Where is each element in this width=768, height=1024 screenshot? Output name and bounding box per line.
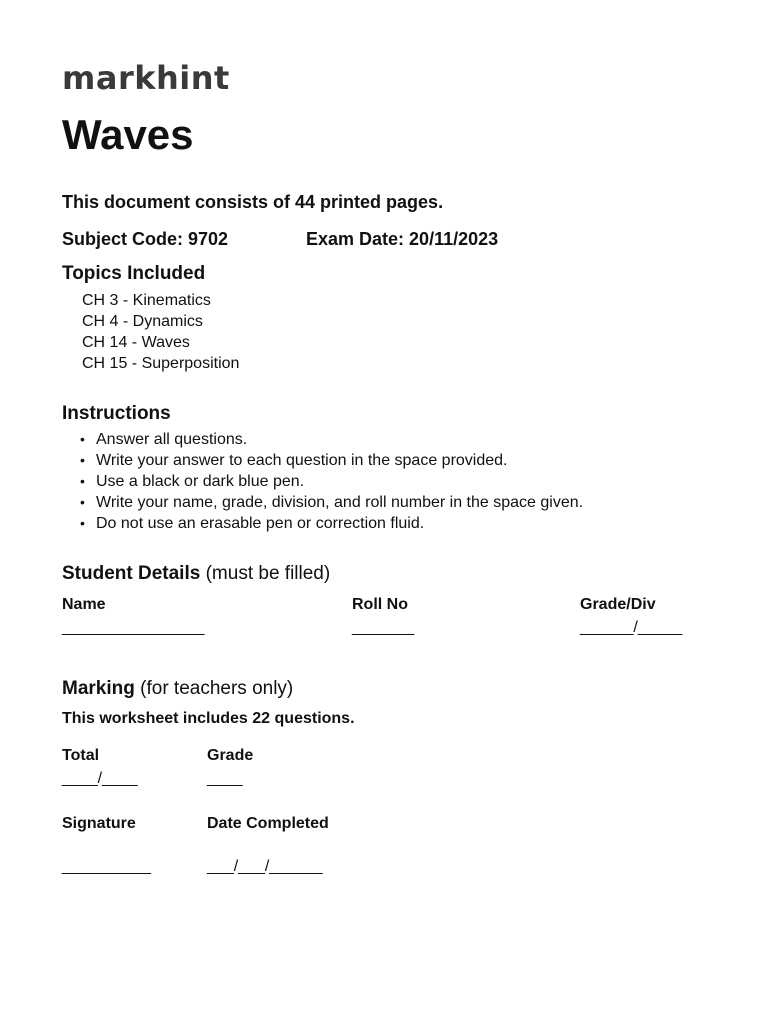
marking-note: (for teachers only) <box>140 678 294 699</box>
topics-heading: Topics Included <box>62 263 206 284</box>
instruction-text: Answer all questions. <box>96 431 248 448</box>
bullet: • <box>80 431 85 447</box>
roll-field <box>352 595 414 638</box>
signature-label: Signature <box>62 815 136 832</box>
instructions-list <box>62 429 583 534</box>
grade-div-blank[interactable]: ______/_____ <box>580 619 683 636</box>
topic-item: CH 3 - Kinematics <box>82 292 211 309</box>
marking-heading <box>62 677 722 701</box>
instruction-text: Use a black or dark blue pen. <box>96 473 305 490</box>
instruction-text: Write your answer to each question in the space provided. <box>96 452 508 469</box>
bullet: • <box>80 452 85 468</box>
instruction-text: Do not use an erasable pen or correction fluid. <box>96 515 425 532</box>
topics-list <box>62 290 239 374</box>
date-completed-field <box>207 814 329 877</box>
marking-title: Marking <box>62 678 135 699</box>
subject-code: Subject Code: 9702 <box>62 229 229 249</box>
markhint-logo: markhint <box>62 59 230 97</box>
topic-item: CH 14 - Waves <box>82 334 190 351</box>
bullet: • <box>80 515 85 531</box>
name-blank[interactable]: ________________ <box>62 619 205 636</box>
grade-label: Grade <box>207 747 254 764</box>
student-details-note: (must be filled) <box>205 563 331 584</box>
grade-blank[interactable]: ____ <box>207 770 243 787</box>
name-label: Name <box>62 596 106 613</box>
grade-field <box>207 746 253 789</box>
total-field <box>62 746 138 789</box>
instruction-item <box>76 492 583 513</box>
subject-exam-row <box>62 227 499 251</box>
instruction-item <box>76 450 583 471</box>
marking-section <box>62 677 722 875</box>
signature-blank[interactable]: __________ <box>62 858 151 875</box>
questions-count-text: This worksheet includes 22 questions. <box>62 710 355 727</box>
grade-div-label: Grade/Div <box>580 596 656 613</box>
instruction-text: Write your name, grade, division, and roll number in the space given. <box>96 494 584 511</box>
topic-item: CH 4 - Dynamics <box>82 313 203 330</box>
student-details-heading <box>62 562 722 586</box>
student-details-section <box>62 562 722 636</box>
instruction-item <box>76 471 583 492</box>
roll-blank[interactable]: _______ <box>352 619 415 636</box>
signature-field <box>62 814 151 877</box>
date-completed-label: Date Completed <box>207 815 329 832</box>
page-count-text: This document consists of 44 printed pages. <box>62 192 444 212</box>
bullet: • <box>80 494 85 510</box>
document-title: Waves <box>62 111 194 158</box>
student-details-title: Student Details <box>62 563 201 584</box>
instruction-item <box>76 513 583 534</box>
instruction-item <box>76 429 583 450</box>
name-field <box>62 595 204 638</box>
grade-div-field <box>580 595 682 638</box>
exam-date: Exam Date: 20/11/2023 <box>306 229 499 249</box>
topic-item: CH 15 - Superposition <box>82 355 240 372</box>
date-completed-blank[interactable]: ___/___/______ <box>207 858 323 875</box>
roll-label: Roll No <box>352 596 408 613</box>
instructions-section <box>62 402 583 534</box>
instructions-heading: Instructions <box>62 403 171 424</box>
total-label: Total <box>62 747 100 764</box>
total-blank[interactable]: ____/____ <box>62 770 138 787</box>
topics-section <box>62 262 239 374</box>
bullet: • <box>80 473 85 489</box>
